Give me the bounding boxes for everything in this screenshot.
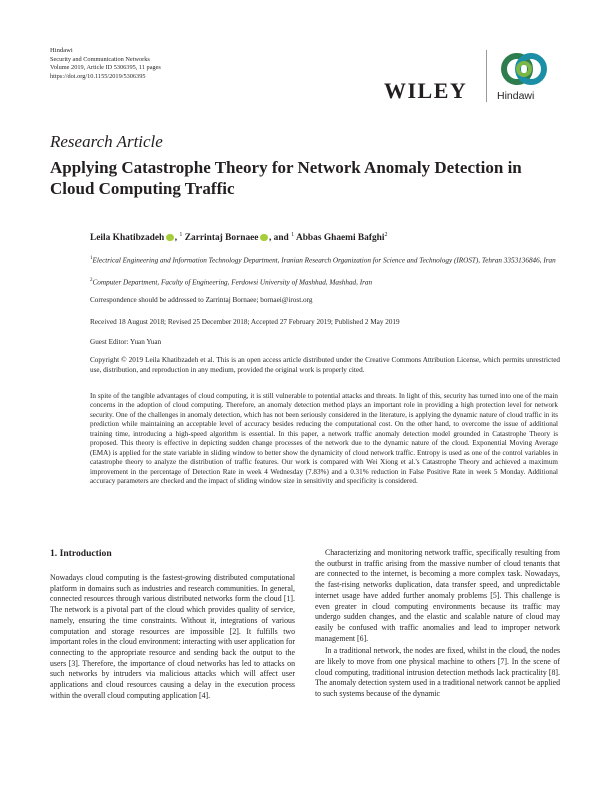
section-heading: 1. Introduction <box>50 548 112 559</box>
body-paragraph: Characterizing and monitoring network traffic, specifically resulting from the outburst in traffic arising from the massive number of cloud tenants that are connected to the internet, is becoming a more complex task. Nowadays, the fast-rising networks duplication, data transfer speed, and unpredictable internet usage have added further anomaly problems [5]. This challenge is even greater in cloud computing environments because its traffic may undergo sudden changes, and the elastic and scalable nature of cloud may easily be confused with traffic anomalies and lead to improper network management [6]. <box>315 548 560 643</box>
doi-link[interactable]: https://doi.org/10.1155/2019/5306395 <box>50 73 146 81</box>
abstract: In spite of the tangible advantages of cloud computing, it is still vulnerable to potential attacks and threats. In light of this, security has turned into one of the main concerns in the adoption of cloud computing. Therefore, an anomaly detection method plays an important role in providing a high protection level for network security. One of the challenges in anomaly detection, which has not been seriously considered in the literature, is applying the dynamic nature of cloud traffic in its prediction while maintaining an acceptable level of accuracy besides reducing the computational cost. On the other hand, to overcome the issue of additional training time, introducing a high-speed algorithm is essential. In this paper, a network traffic anomaly detection model grounded in Catastrophe Theory is proposed. This theory is effective in depicting sudden change processes of the network due to the dynamic nature of the cloud. Exponential Moving Average (EMA) is applied for the state variable in sliding window to better show the dynamicity of cloud network traffic. Entropy is used as one of the control variables in catastrophe theory to analyze the distribution of traffic features. Our work is compared with Wei Xiong et al.'s Catastrophe Theory and achieved a maximum improvement in the percentage of Detection Rate in week 4 Wednesday (7.83%) and a 0.31% reduction in False Positive Rate in week 5 Monday. Additional accuracy parameters are checked and the impact of sliding window size in sensitivity and specificity is considered. <box>90 392 558 486</box>
affiliation-1 <box>90 254 560 266</box>
hindawi-logo-icon <box>497 48 551 90</box>
journal-info <box>50 47 161 82</box>
author-name[interactable]: Abbas Ghaemi Bafghi <box>295 233 385 244</box>
affiliation-marker: 1 <box>291 232 295 238</box>
copyright-notice: Copyright © 2019 Leila Khatibzadeh et al. This is an open access article distributed under the Creative Commons Attribution License, which permits unrestricted use, distribution, and reproduction in any medium, provided the original work is properly cited. <box>90 356 560 374</box>
body-paragraph: In a traditional network, the nodes are fixed, whilst in the cloud, the nodes are likely to move from one physical machine to others [7]. In the scene of cloud computing, traditional intrusion detection methods lack practicality [8]. The anomaly detection system used in a traditional network cannot be applied to such systems because of the dynamic <box>315 646 560 699</box>
affiliation-text: Computer Department, Faculty of Engineering, Ferdowsi University of Mashhad, Mashhad, Iran <box>92 278 373 287</box>
author-list <box>90 232 388 243</box>
author-separator: , and <box>268 233 292 244</box>
journal-name: Security and Communication Networks <box>50 55 150 63</box>
orcid-icon[interactable] <box>166 234 174 242</box>
publication-dates: Received 18 August 2018; Revised 25 December 2018; Accepted 27 February 2019; Published 2 May 2019 <box>90 318 400 326</box>
affiliation-2 <box>90 276 560 288</box>
guest-editor: Guest Editor: Yuan Yuan <box>90 338 162 346</box>
body-paragraph: Nowadays cloud computing is the fastest-growing distributed computational platform in domains such as industries and research communities. In general, connected resources through various distributed networks form the cloud [1]. The network is a pivotal part of the cloud which provides quality of service, namely, ensuring the time constraints. Without it, integrations of various computation and storage resources are impossible [2]. It fulfills two important roles in the cloud environment: interacting with user application for connecting to the appropriate resource and sending back the output to the users [3]. Therefore, the importance of cloud networks has led to attacks on such networks by intruders via malicious attacks which will affect user applications and cloud resources causing a delay in the execution process within the overall cloud computing application [4]. <box>50 573 295 700</box>
author-name[interactable]: Leila Khatibzadeh <box>90 233 165 244</box>
correspondence: Correspondence should be addressed to Zarrintaj Bornaee; bornaei@irost.org <box>90 296 313 304</box>
volume-line: Volume 2019, Article ID 5306395, 11 pages <box>50 64 161 72</box>
affiliation-marker: 2 <box>384 232 388 238</box>
orcid-icon[interactable] <box>260 234 268 242</box>
hindawi-wordmark: Hindawi <box>497 90 535 102</box>
author-separator: , <box>174 233 180 244</box>
affiliation-marker: 1 <box>179 232 183 238</box>
body-column-right <box>315 548 560 700</box>
body-column-left <box>50 573 295 701</box>
logo-divider <box>486 50 487 102</box>
affiliation-number: 1 <box>90 256 93 261</box>
author-name[interactable]: Zarrintaj Bornaee <box>184 233 259 244</box>
publisher-name: Hindawi <box>50 47 73 54</box>
affiliation-text: Electrical Engineering and Information Technology Department, Iranian Research Organization for Science and Technology (IROST), Tehran 3353136846, Iran <box>92 256 556 265</box>
article-type: Research Article <box>50 132 163 151</box>
affiliation-number: 2 <box>90 278 93 283</box>
article-title: Applying Catastrophe Theory for Network Anomaly Detection in Cloud Computing Traffic <box>50 158 522 198</box>
wiley-logo: WILEY <box>384 78 468 103</box>
